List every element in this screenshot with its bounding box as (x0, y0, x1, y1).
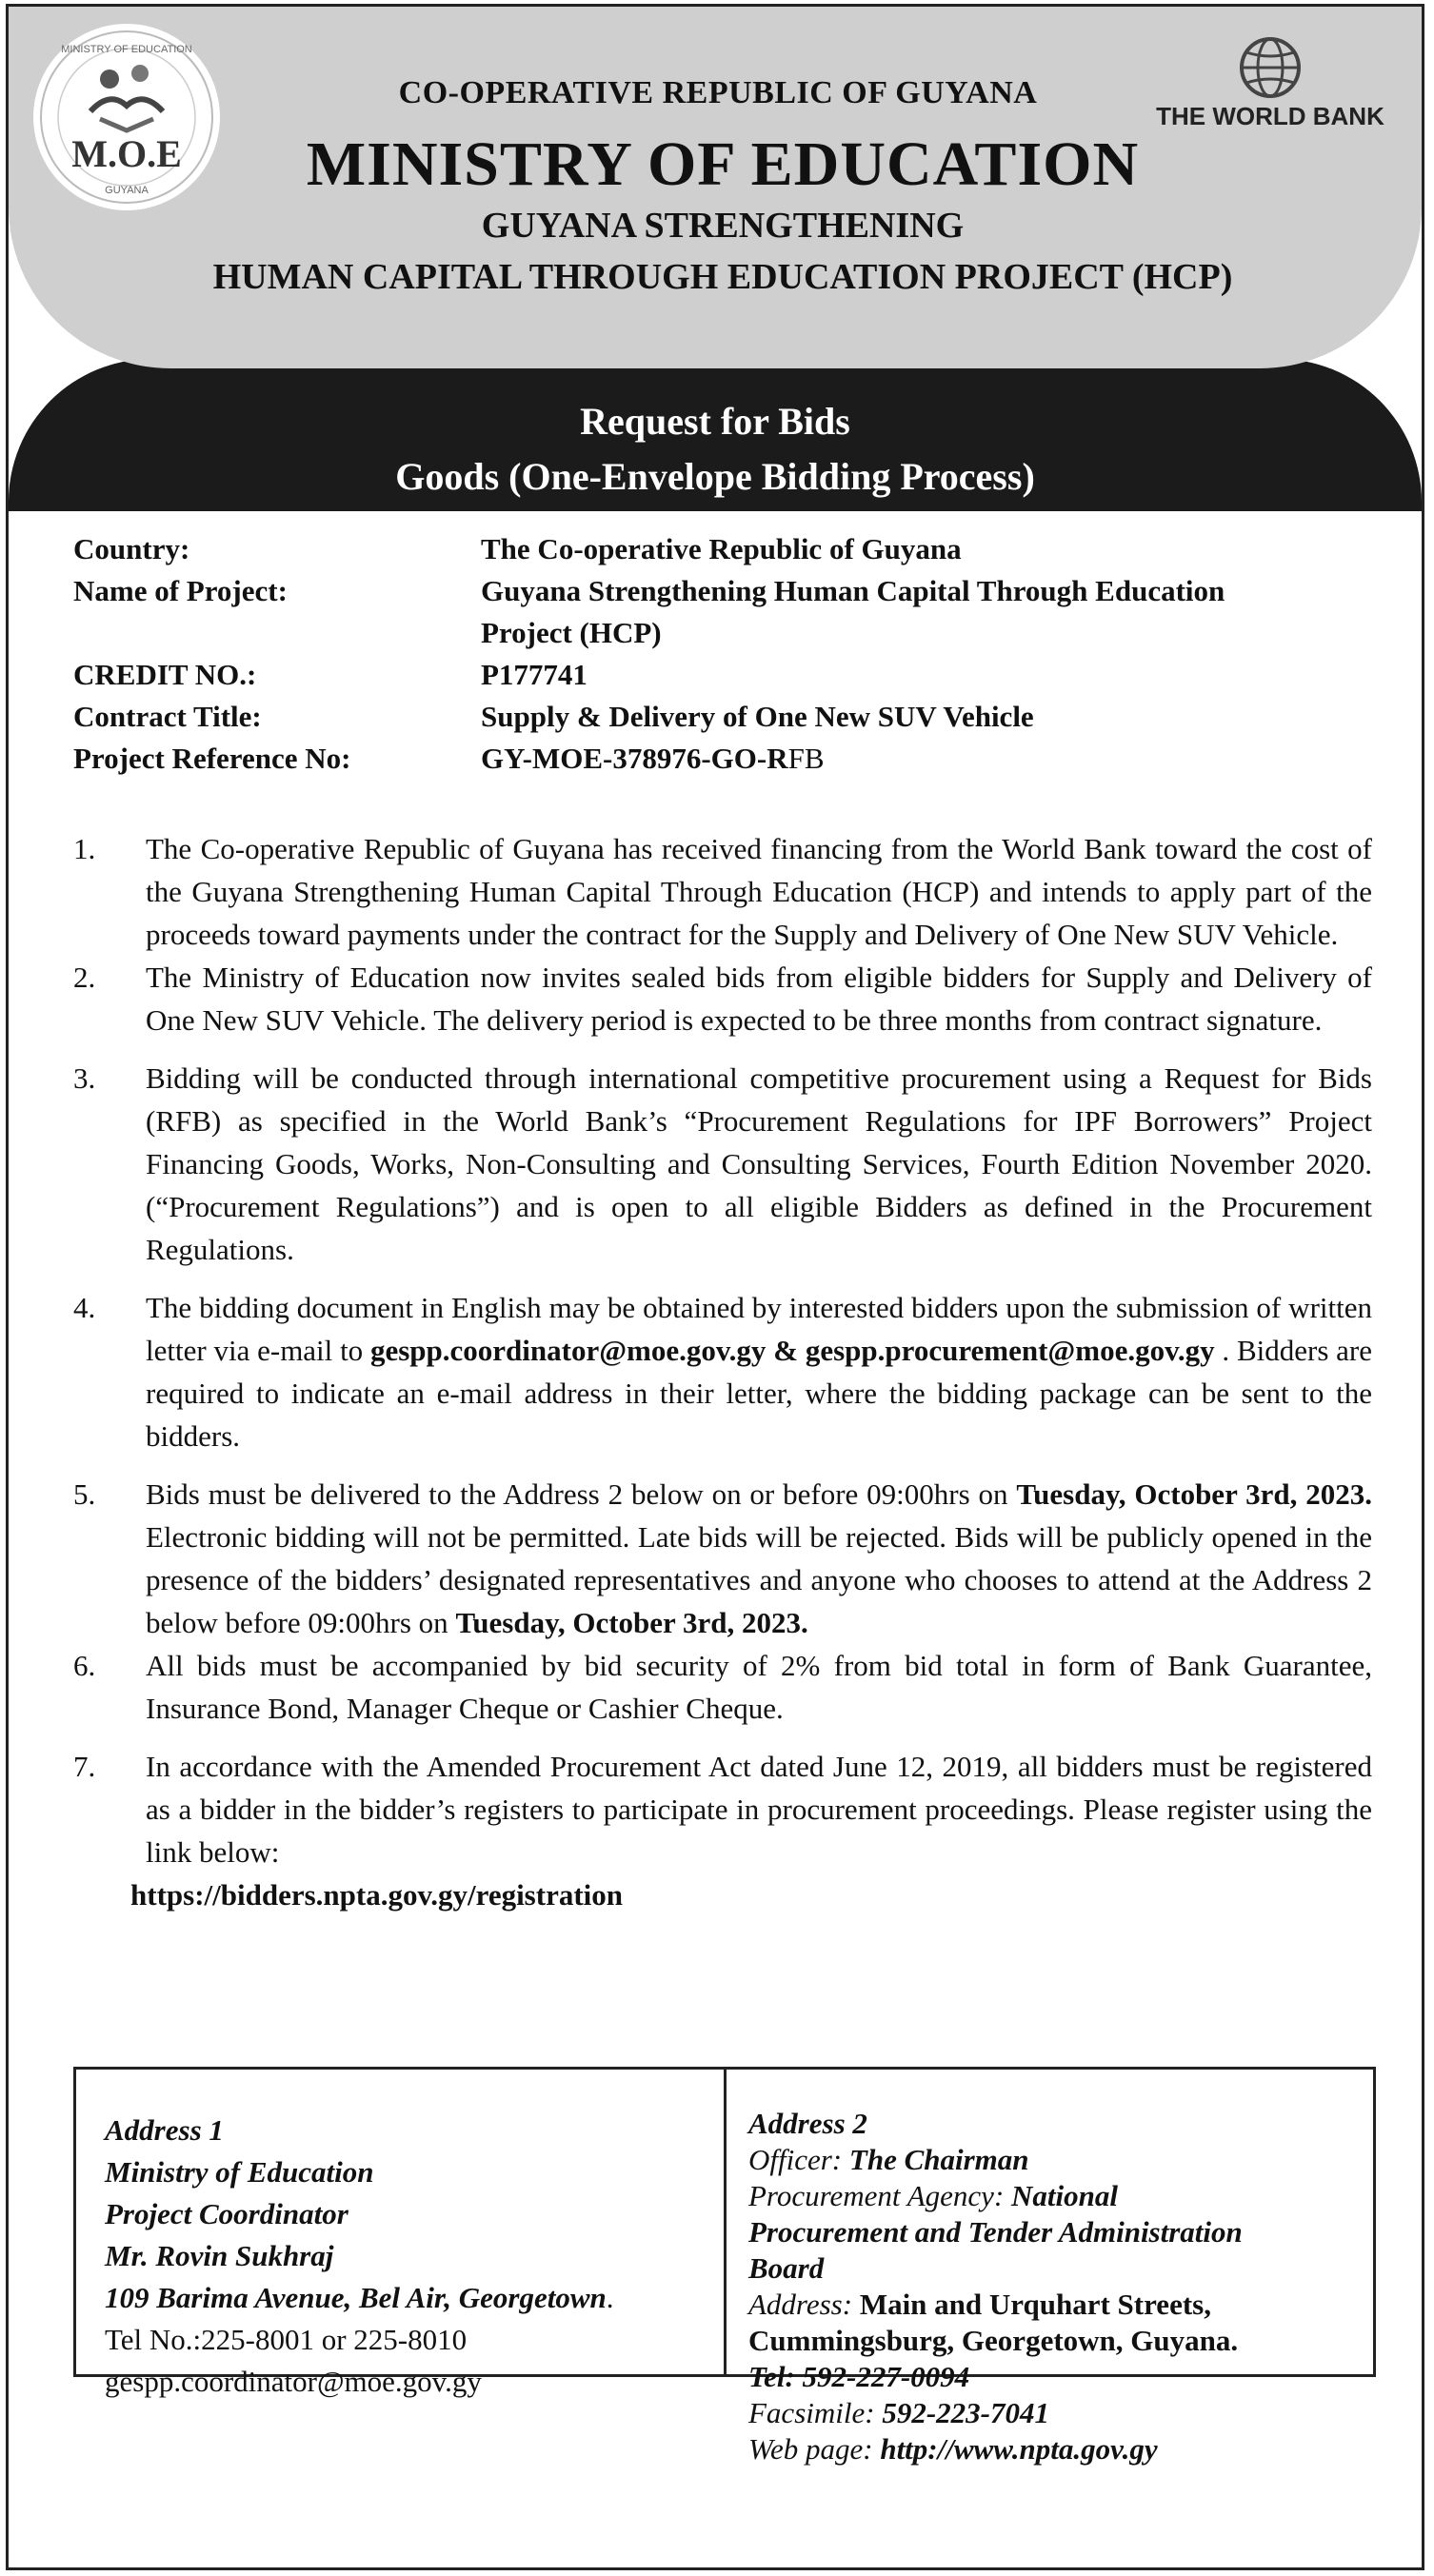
paragraph-text: The Co-operative Republic of Guyana has received financing from the World Bank toward the cost of the Guyana Strengthening Human Capital Through Education (HCP) and intends to apply part of the proceeds toward payments under the contract for the Supply and Delivery of One New SUV Vehicle. (146, 832, 1372, 951)
moe-logo-text: M.O.E (71, 132, 182, 175)
address-2-agency (748, 2178, 1367, 2214)
address-value-line1: Main and Urquhart Streets, (859, 2288, 1211, 2321)
officer-value: The Chairman (848, 2143, 1029, 2176)
paragraph-number: 3. (73, 1061, 96, 1095)
paragraph-number: 7. (73, 1750, 96, 1783)
address-1-line4-end: . (606, 2281, 614, 2314)
info-row-credit (73, 654, 1387, 696)
email-separator: & (766, 1334, 806, 1367)
coordinator-email-link[interactable]: gespp.coordinator@moe.gov.gy (369, 1334, 767, 1367)
paragraph-number: 1. (73, 832, 96, 865)
address-value-line2: Cummingsburg, Georgetown, Guyana. (748, 2324, 1239, 2357)
notice-frame (6, 4, 1424, 2570)
paragraph-number: 6. (73, 1649, 96, 1682)
address-2-web (748, 2431, 1367, 2467)
header-project-line2: HUMAN CAPITAL THROUGH EDUCATION PROJECT (HCP) (212, 257, 1233, 297)
paragraph-text: Bidding will be conducted through international competitive procurement using a Request for Bids (RFB) as specified in the World Bank’s “Procurement Regulations for IPF Borrowers” Project Financing Goods, Works, Non-Consulting and Consulting Services, Fourth Edition November 2020. (“Procurement Regulations”) and is open to all eligible Bidders as defined in the Procurement Regulations. (146, 1061, 1372, 1266)
paragraph-1 (73, 827, 1372, 956)
address-1-line2: Project Coordinator (105, 2197, 349, 2230)
paragraph-number: 4. (73, 1291, 96, 1324)
paragraph-7 (73, 1745, 1372, 1873)
moe-logo-bottom-text: GUYANA (105, 185, 149, 196)
paragraph-text: Bids must be delivered to the Address 2 below on or before 09:00hrs on (146, 1477, 1017, 1511)
paragraph-text: The Ministry of Education now invites sealed bids from eligible bidders for Supply and Delivery of One New SUV Vehicle. The delivery period is expected to be three months from contract signature. (146, 961, 1372, 1037)
address-1-line4: 109 Barima Avenue, Bel Air, Georgetown (105, 2281, 607, 2314)
paragraph-number: 5. (73, 1477, 96, 1511)
address-1-email[interactable]: gespp.coordinator@moe.gov.gy (105, 2365, 482, 2398)
paragraph-text: In accordance with the Amended Procurement Act dated June 12, 2019, all bidders must be registered as a bidder in the bidder’s registers to participate in procurement proceedings. Please register using the link below: (146, 1750, 1372, 1869)
info-row-project (73, 570, 1387, 654)
address-2-street (748, 2287, 1367, 2323)
address-2-title: Address 2 (748, 2107, 867, 2140)
reference-value-main: GY-MOE-378976-GO-R (481, 742, 788, 775)
agency-value-line3: Board (748, 2251, 825, 2285)
project-value-line1: Guyana Strengthening Human Capital Through Education (481, 574, 1225, 607)
project-value-line2: Project (HCP) (481, 616, 662, 649)
header-ministry: MINISTRY OF EDUCATION (306, 129, 1140, 199)
address-label: Address: (748, 2288, 860, 2321)
moe-logo (33, 24, 220, 210)
address-divider (724, 2070, 727, 2374)
info-row-reference (73, 738, 1387, 780)
procurement-email-link[interactable]: gespp.procurement@moe.gov.gy (805, 1334, 1215, 1367)
paragraph-6 (73, 1644, 1372, 1730)
address-1-line1: Ministry of Education (105, 2155, 374, 2189)
agency-value-line1: National (1011, 2179, 1118, 2212)
fax-value: 592-223-7041 (882, 2396, 1049, 2429)
paragraph-text: Electronic bidding will not be permitted. Late bids will be rejected. Bids will be publicly opened in the presence of the bidders’ designated representatives and anyone who chooses to attend at the Address 2 below before 09:00hrs on (146, 1520, 1372, 1639)
address-1-street-row (105, 2277, 705, 2319)
address-2-tel: Tel: 592-227-0094 (748, 2360, 970, 2393)
registration-link[interactable]: https://bidders.npta.gov.gy/registration (130, 1878, 624, 1912)
address-1-tel: Tel No.:225-8001 or 225-8010 (105, 2323, 468, 2356)
reference-value-suffix: FB (787, 742, 825, 775)
paragraph-text: All bids must be accompanied by bid security of 2% from bid total in form of Bank Guarantee, Insurance Bond, Manager Cheque or Cashier Cheque. (146, 1649, 1372, 1725)
officer-label: Officer: (748, 2143, 849, 2176)
paragraph-2 (73, 956, 1372, 1041)
reference-value (481, 738, 1387, 780)
address-1-title: Address 1 (105, 2113, 224, 2147)
contract-value: Supply & Delivery of One New SUV Vehicle (481, 700, 1034, 733)
address-2-fax (748, 2395, 1367, 2431)
rfb-banner (9, 359, 1422, 511)
country-value: The Co-operative Republic of Guyana (481, 532, 962, 565)
contract-label: Contract Title: (73, 700, 262, 733)
rfb-title: Request for Bids (580, 400, 850, 443)
paragraph-text: The bidding document in English may be obtained by interested bidders upon the submission of written letter via e-mail to (146, 1291, 1372, 1367)
credit-value: P177741 (481, 658, 588, 691)
world-bank-label: THE WORLD BANK (1156, 102, 1384, 130)
address-1 (105, 2110, 705, 2403)
bid-opening-date: Tuesday, October 3rd, 2023. (455, 1606, 808, 1639)
agency-value-line2: Procurement and Tender Administration (748, 2215, 1243, 2249)
address-2-officer (748, 2142, 1367, 2178)
reference-label: Project Reference No: (73, 742, 351, 775)
address-1-line3: Mr. Rovin Sukhraj (105, 2239, 334, 2272)
info-row-country (73, 528, 1387, 570)
paragraph-number: 2. (73, 961, 96, 994)
paragraph-text: . Bidders are required to indicate an e-mail address in their letter, where the bidding package can be sent to the bidders. (146, 1334, 1373, 1453)
paragraph-5 (73, 1473, 1372, 1644)
fax-label: Facsimile: (748, 2396, 883, 2429)
address-box (73, 2067, 1376, 2466)
header-project-line1: GUYANA STRENGTHENING (481, 206, 965, 246)
web-label: Web page: (748, 2432, 881, 2466)
address-2 (748, 2106, 1367, 2467)
header-banner (9, 7, 1422, 368)
world-bank-logo (1142, 31, 1399, 146)
paragraph-4 (73, 1286, 1372, 1457)
paragraph-3 (73, 1057, 1372, 1271)
notice-body (73, 827, 1372, 1916)
info-row-contract (73, 696, 1387, 738)
project-info-table (73, 528, 1387, 780)
bid-deadline-date: Tuesday, October 3rd, 2023. (1016, 1477, 1372, 1511)
moe-seal-icon (33, 24, 220, 210)
web-link[interactable]: http://www.npta.gov.gy (880, 2432, 1158, 2466)
credit-label: CREDIT NO.: (73, 658, 257, 691)
country-label: Country: (73, 532, 190, 565)
rfb-subtitle: Goods (One-Envelope Bidding Process) (395, 455, 1035, 498)
moe-logo-top-text: MINISTRY OF EDUCATION (61, 44, 192, 55)
project-label: Name of Project: (73, 574, 288, 607)
globe-icon (1142, 31, 1399, 102)
agency-label: Procurement Agency: (748, 2179, 1012, 2212)
header-country: CO-OPERATIVE REPUBLIC OF GUYANA (398, 75, 1038, 110)
